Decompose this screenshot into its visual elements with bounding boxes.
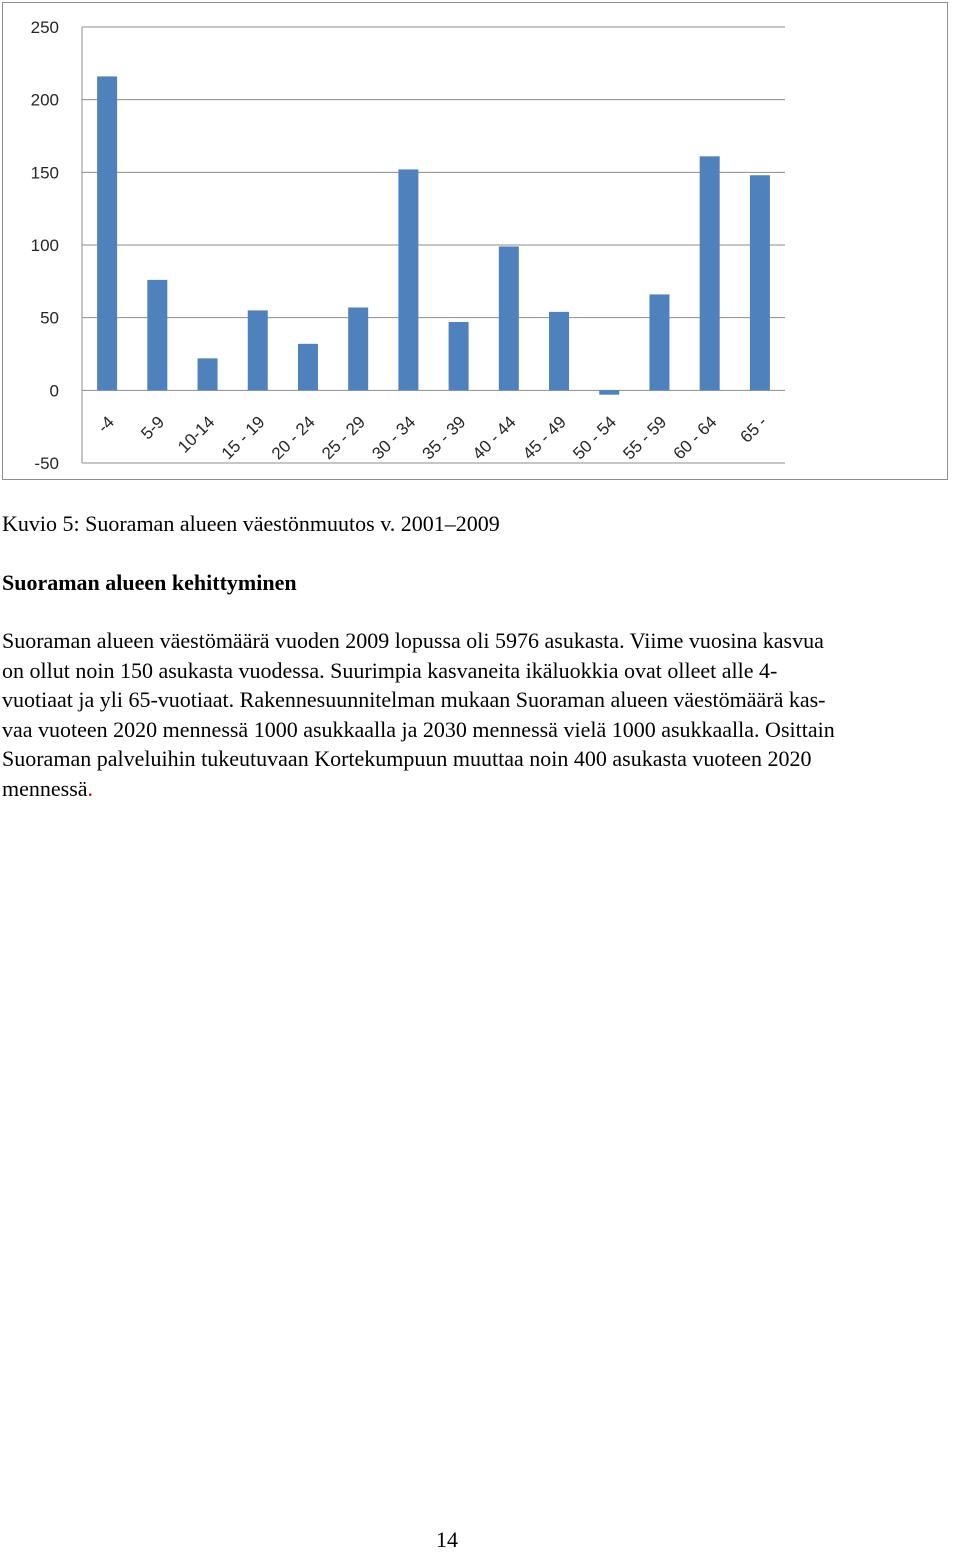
bar [298, 344, 318, 391]
bar [348, 307, 368, 390]
x-tick-label: 20 - 24 [267, 412, 319, 464]
x-tick-label: 65 - [736, 412, 771, 447]
paragraph-line: Suoraman alueen väestömäärä vuoden 2009 lopussa oli 5976 asukasta. Viime vuosina kasvua [2, 628, 824, 653]
paragraph-end-mark: . [87, 775, 94, 801]
gridlines [82, 27, 785, 463]
paragraph-line: vaa vuoteen 2020 mennessä 1000 asukkaalla ja 2030 mennessä vielä 1000 asukkaalla. Osittain [2, 716, 835, 742]
figure-caption: Kuvio 5: Suoraman alueen väestönmuutos v. 2001–2009 [2, 511, 500, 536]
x-tick-label: 40 - 44 [468, 412, 520, 464]
paragraph-line-text: mennessä [2, 775, 88, 801]
bar [750, 175, 770, 390]
y-tick-label: -50 [34, 454, 59, 473]
x-axis-ticks [94, 412, 771, 463]
bar [700, 156, 720, 390]
body-paragraph [2, 626, 960, 803]
bar [549, 312, 569, 390]
x-tick-label: 25 - 29 [318, 412, 370, 464]
y-tick-label: 50 [40, 308, 59, 328]
bar [97, 76, 117, 390]
bar-chart [3, 3, 949, 481]
bars [97, 76, 770, 394]
x-tick-label: 50 - 54 [569, 412, 621, 464]
bar [599, 390, 619, 394]
bar [649, 294, 669, 390]
x-tick-label: 35 - 39 [418, 412, 470, 464]
paragraph-line: Suoraman palveluihin tukeutuvaan Kortekumpuun muuttaa noin 400 asukasta vuoteen 2020 [2, 746, 812, 771]
section-heading: Suoraman alueen kehittyminen [2, 570, 297, 595]
bar [147, 280, 167, 390]
bar [499, 246, 519, 390]
x-tick-label: 45 - 49 [518, 412, 570, 464]
bar [198, 358, 218, 390]
x-tick-label: -4 [93, 412, 118, 437]
y-tick-label: 200 [30, 90, 59, 110]
bar [248, 310, 268, 390]
page-number: 14 [436, 1527, 458, 1552]
paragraph-line: on ollut noin 150 asukasta vuodessa. Suurimpia kasvaneita ikäluokkia ovat olleet alle 4- [2, 657, 778, 683]
x-tick-label: 60 - 64 [669, 412, 721, 464]
y-tick-label: 250 [30, 18, 59, 37]
x-tick-label: 15 - 19 [217, 412, 269, 464]
y-tick-label: 0 [49, 381, 59, 401]
x-tick-label: 55 - 59 [619, 412, 671, 464]
x-tick-label: 5-9 [137, 412, 169, 444]
bar [449, 322, 469, 390]
x-tick-label: 30 - 34 [368, 412, 420, 464]
paragraph-line: vuotiaat ja yli 65-vuotiaat. Rakennesuunnitelman mukaan Suoraman alueen väestömäärä kas- [2, 687, 826, 712]
y-tick-label: 100 [30, 236, 59, 255]
y-axis-ticks [31, 18, 59, 473]
paragraph-last-line [2, 774, 960, 804]
y-tick-label: 150 [30, 163, 59, 183]
x-tick-label: 10-14 [174, 412, 219, 457]
bar [398, 169, 418, 390]
chart-frame [2, 2, 948, 480]
